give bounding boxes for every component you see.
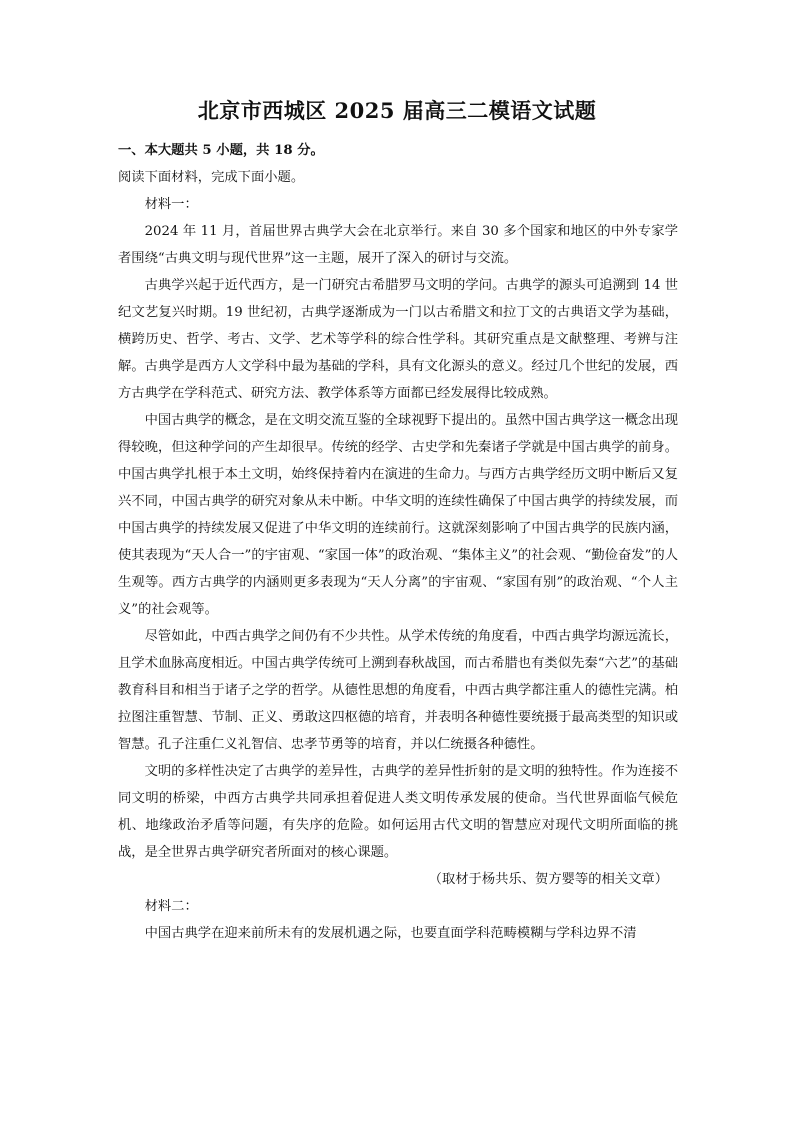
page-title: 北京市西城区 2025 届高三二模语文试题	[197, 98, 597, 123]
material-one-paragraph-5: 文明的多样性决定了古典学的差异性，古典学的差异性折射的是文明的独特性。作为连接不同文明的桥梁，中西方古典学共同承担着促进人类文明传承发展的使命。当代世界面临气候危机、地缘政治矛盾等问题，有失序的危险。如何运用古代文明的智慧应对现代文明所面临的挑战，是全世界古典学研究者所面对的核心课题。	[118, 764, 678, 860]
material-one-paragraph-2: 古典学兴起于近代西方，是一门研究古希腊罗马文明的学问。古典学的源头可追溯到 14 世纪文艺复兴时期。19 世纪初，古典学逐渐成为一门以古希腊文和拉丁文的古典语文学为基础，横跨历史、哲学、考古、文学、艺术等学科的综合性学科。其研究重点是文献整理、考辨与注解。古典学是西方人文学科中最为基础的学科，具有文化源头的意义。经过几个世纪的发展，西方古典学在学科范式、研究方法、教学体系等方面都已经发展得比较成熟。	[118, 278, 678, 401]
material-one-paragraph-4: 尽管如此，中西古典学之间仍有不少共性。从学术传统的角度看，中西古典学均源远流长，且学术血脉高度相近。中国古典学传统可上溯到春秋战国，而古希腊也有类似先秦“六艺”的基础教育科目和相当于诸子之学的哲学。从德性思想的角度看，中西古典学都注重人的德性完满。柏拉图注重智慧、节制、正义、勇敢这四枢德的培育，并表明各种德性要统摄于最高类型的知识或智慧。孔子注重仁义礼智信、忠孝节勇等的培育，并以仁统摄各种德性。	[118, 629, 678, 752]
instruction-text: 阅读下面材料，完成下面小题。	[118, 170, 305, 185]
material-one-label: 材料一：	[144, 197, 198, 212]
material-one-paragraph-3: 中国古典学的概念，是在文明交流互鉴的全球视野下提出的。虽然中国古典学这一概念出现得较晚，但这种学问的产生却很早。传统的经学、古史学和先秦诸子学就是中国古典学的前身。中国古典学扎根于本土文明，始终保持着内在演进的生命力。与西方古典学经历文明中断后又复兴不同，中国古典学的研究对象从未中断。中华文明的连续性确保了中国古典学的持续发展，而中国古典学的持续发展又促进了中华文明的连续前行。这就深刻影响了中国古典学的民族内涵，使其表现为“天人合一”的宇宙观、“家国一体”的政治观、“集体主义”的社会观、“勤俭奋发”的人生观等。西方古典学的内涵则更多表现为“天人分离”的宇宙观、“家国有别”的政治观、“个人主义”的社会观等。	[118, 413, 678, 617]
section-header: 一、本大题共 5 小题，共 18 分。	[118, 143, 324, 158]
source-note: （取材于杨共乐、贺方婴等的相关文章）	[428, 872, 668, 887]
material-two-label: 材料二：	[144, 899, 198, 914]
material-two-first-line: 中国古典学在迎来前所未有的发展机遇之际，也要直面学科范畴模糊与学科边界不清	[144, 926, 637, 941]
exam-content	[118, 137, 678, 947]
material-one-paragraph-1: 2024 年 11 月，首届世界古典学大会在北京举行。来自 30 多个国家和地区的中外专家学者围绕“古典文明与现代世界”这一主题，展开了深入的研讨与交流。	[118, 224, 678, 266]
